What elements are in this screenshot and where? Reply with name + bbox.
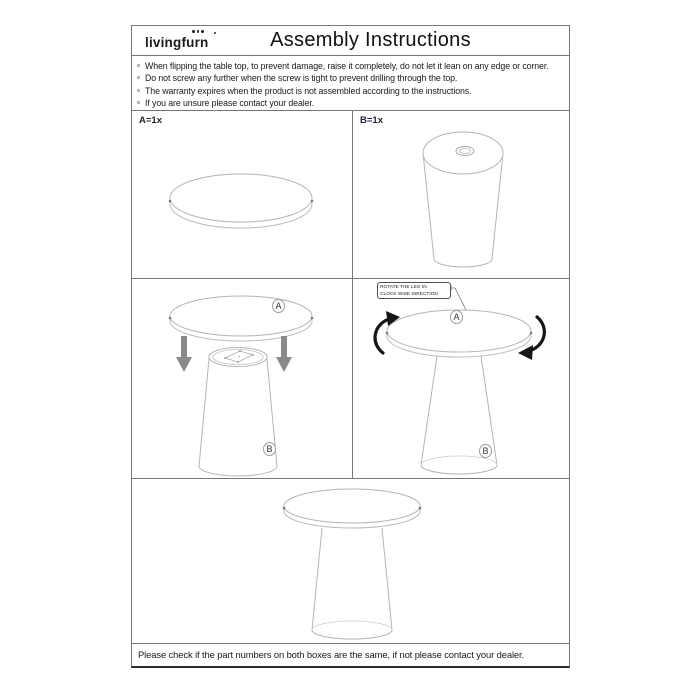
warning-text: Do not screw any further when the screw is tight to prevent drilling through the top. [145,73,458,84]
down-arrow-icon [176,336,192,372]
leg-bottom [434,259,492,267]
tabletop-surface [170,174,312,222]
rotate-callout [377,282,451,299]
footer [132,644,569,666]
warning-item [137,85,563,97]
tabletop-surface [284,489,420,523]
final-assembly-panel [132,479,569,644]
warning-text: The warranty expires when the product is not assembled according to the instructions. [145,85,472,96]
part-badge-b: B [263,442,276,456]
bullet-icon [137,101,140,104]
bullet-icon [137,64,140,67]
edge-mark [311,317,314,320]
header [132,26,569,56]
page-title: Assembly Instructions [270,29,471,51]
warnings-section [132,56,569,111]
leg-side [423,153,434,259]
callout-line-1: ROTATE THE LEG IN [380,284,427,290]
part-b-qty-label: B=1x [360,115,383,126]
panel-part-a [132,111,353,278]
steps-section [132,279,569,479]
plate-screw [224,357,226,359]
final-assembly-drawing [132,479,569,643]
leg-side [199,359,209,466]
warnings-list [132,56,569,110]
warning-text: If you are unsure please contact your dealer. [145,98,315,109]
plate-center-hole [238,356,239,357]
tabletop-surface [170,296,312,336]
part-badge-a: A [272,299,285,313]
edge-mark [283,507,286,510]
leg-bottom [421,465,497,474]
document-page [131,25,570,668]
leg-bottom [312,630,392,639]
edge-mark [169,317,172,320]
step1-diagram [132,279,352,478]
warning-item [137,97,563,109]
step1-panel [132,279,353,478]
tabletop-part-drawing [132,111,352,278]
part-badge-a: A [450,310,463,324]
part-badge-b: B [479,444,492,458]
callout-line-2: CLOCK WISE DIRECTION [380,291,438,297]
leg-side [382,528,392,630]
leg-side [492,153,503,259]
step2-panel [353,279,569,478]
parts-section [132,111,569,279]
warning-item [137,72,563,84]
plate-screw [239,350,241,352]
leg-side [421,356,437,465]
edge-mark [311,200,314,203]
warning-text: When flipping the table top, to prevent damage, raise it completely, do not let it lean on any edge or corner. [145,61,549,71]
edge-mark [419,507,422,510]
leg-side [312,528,322,630]
panel-part-b [353,111,569,278]
part-a-qty-label: A=1x [139,115,162,126]
edge-mark [386,332,389,335]
brand-logo: livingfurn [145,35,209,50]
bullet-icon [137,76,140,79]
leg-part-drawing [353,111,569,278]
plate-screw [252,354,254,356]
footer-note: Please check if the part numbers on both boxes are the same, if not please contact your dealer. [138,649,525,660]
edge-mark [530,332,533,335]
warning-item [137,60,563,72]
plate-screw [237,361,239,363]
down-arrow-icon [276,336,292,372]
bullet-icon [137,89,140,92]
leg-bottom [199,466,277,476]
edge-mark [169,200,172,203]
step2-diagram [353,279,569,478]
